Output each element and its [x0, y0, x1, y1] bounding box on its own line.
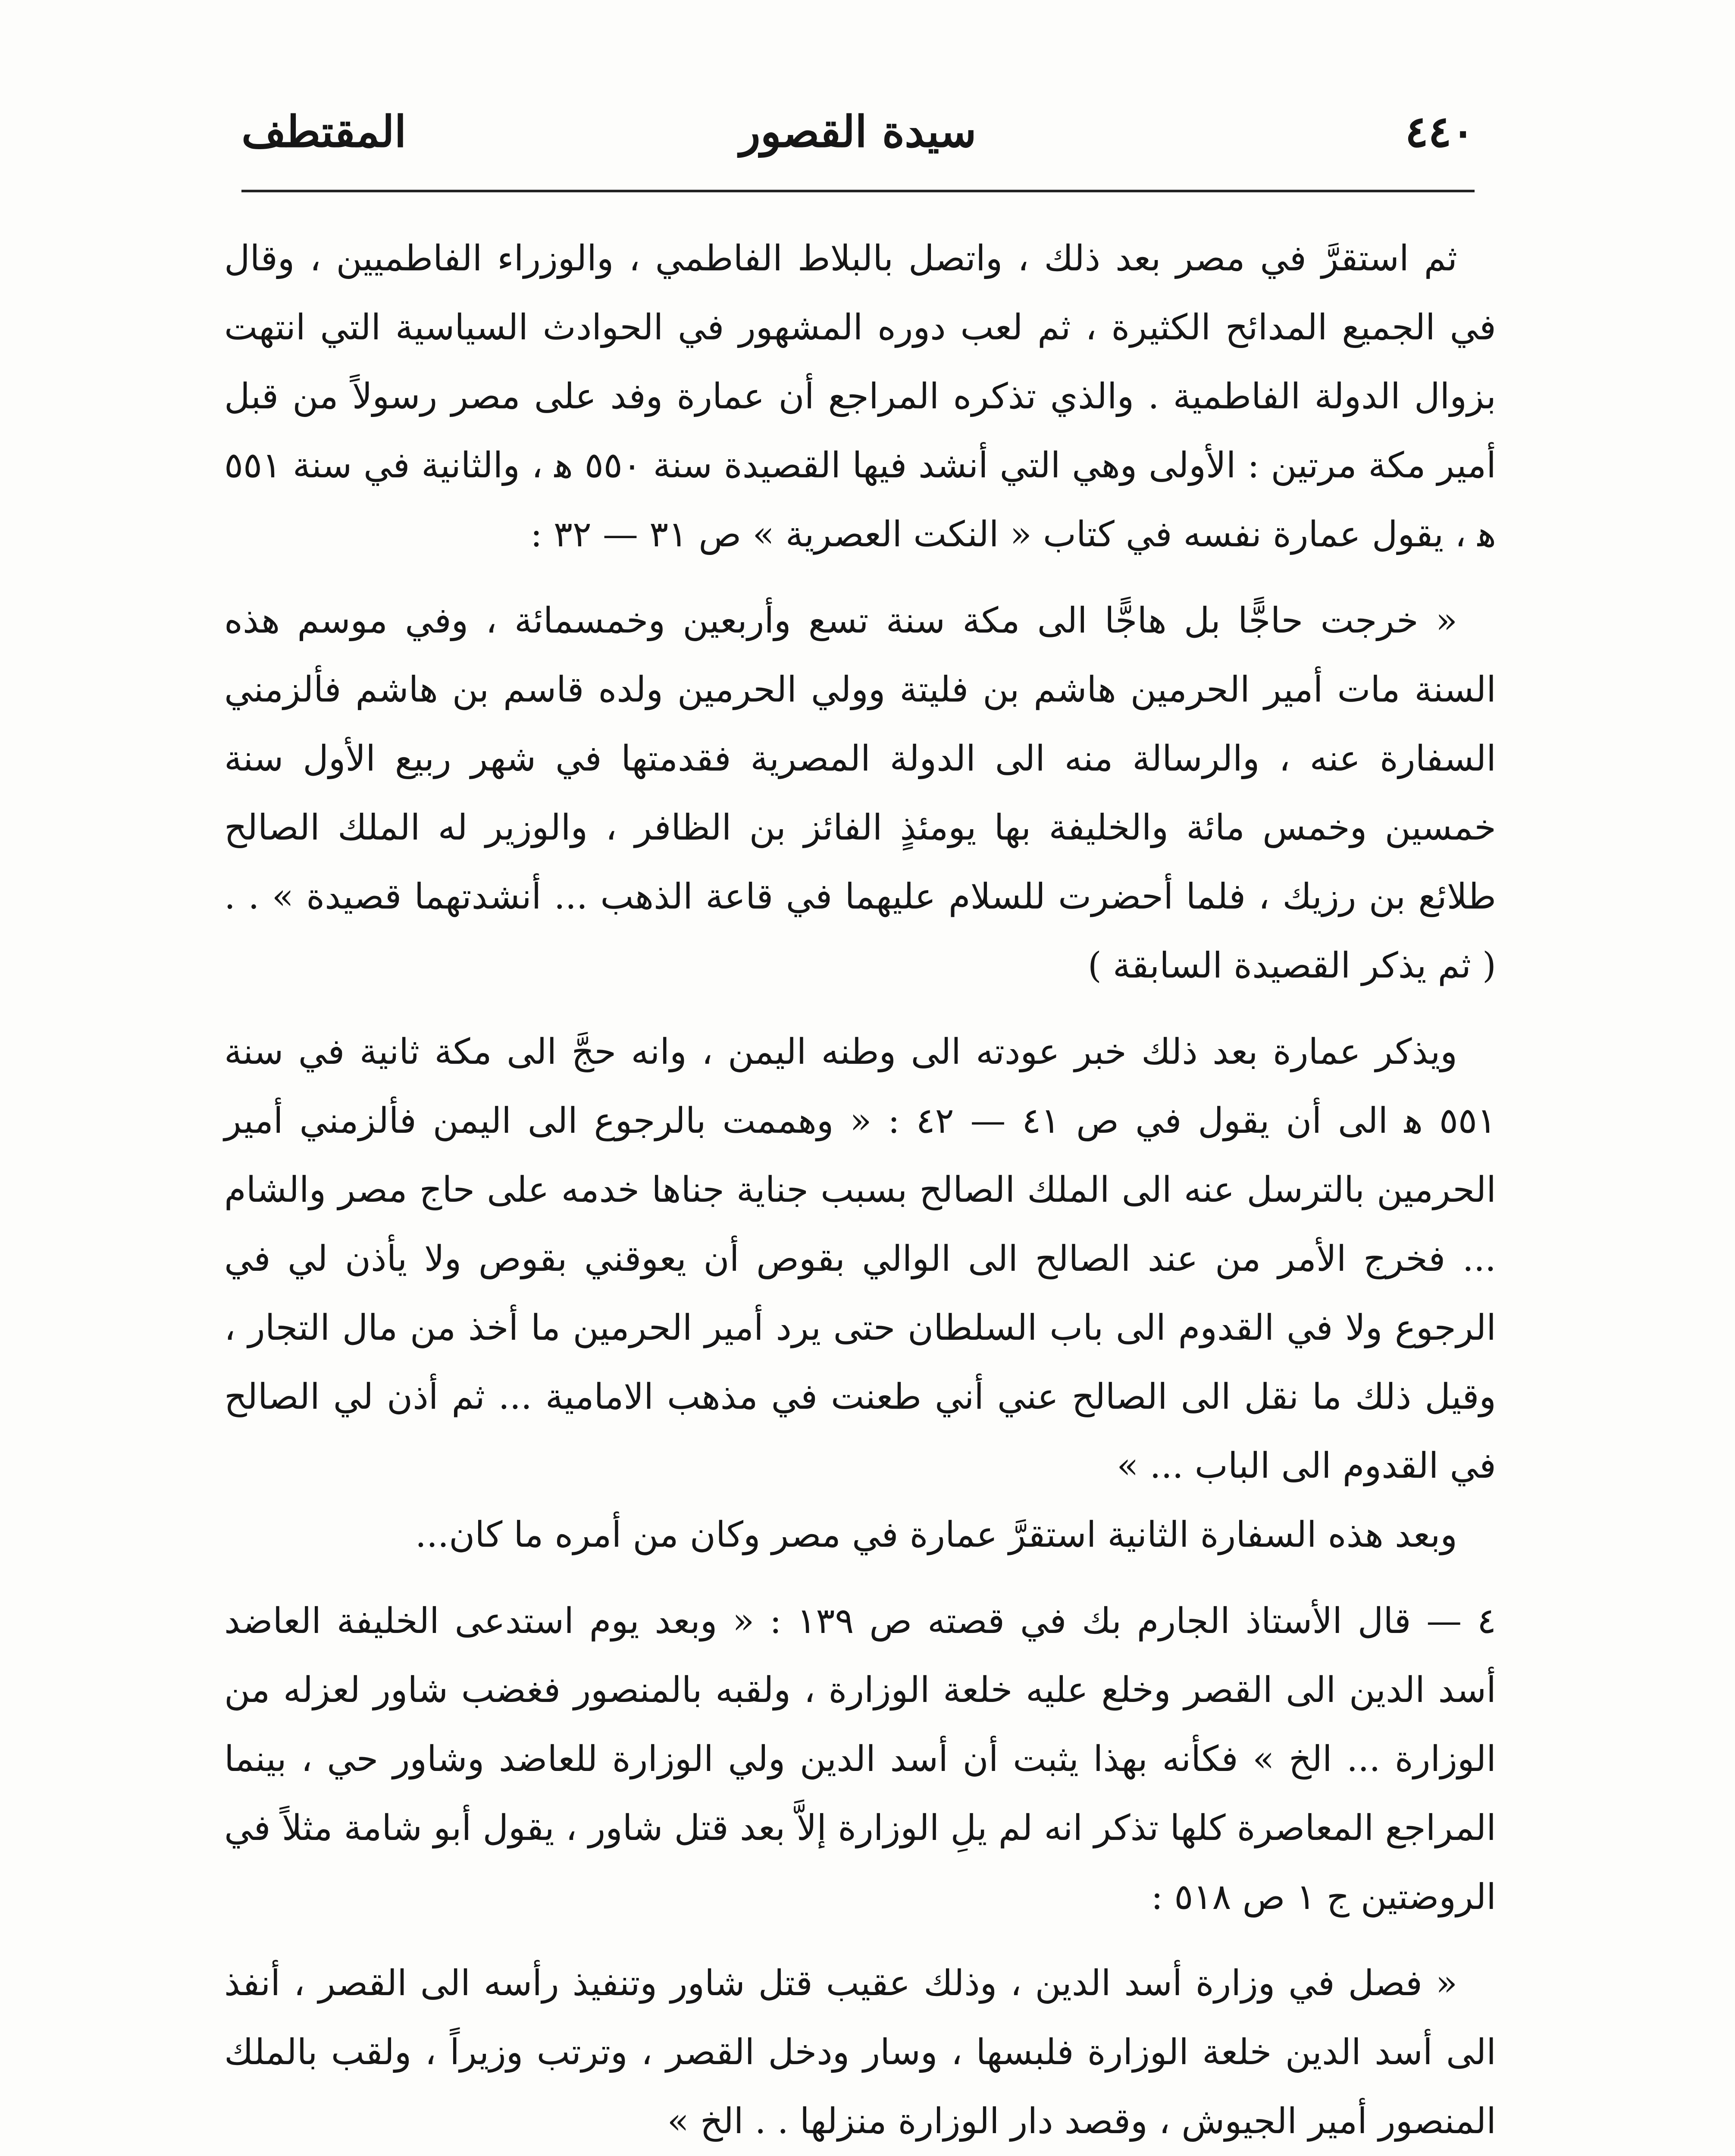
body-text [224, 224, 1496, 2156]
journal-name: المقتطف [241, 106, 407, 157]
running-title: سيدة القصور [739, 106, 977, 157]
page-header [241, 99, 1475, 164]
paragraph-continuation: ثم استقرَّ في مصر بعد ذلك ، واتصل بالبلاط الفاطمي ، والوزراء الفاطميين ، وقال في الجميع المدائح الكثيرة ، ثم لعب دوره المشهور في الحوادث السياسية التي انتهت بزوال الدولة الفاطمية . والذي تذكره المراجع أن عمارة وفد على مصر رسولاً من قبل أمير مكة مرتين : الأولى وهي التي أنشد فيها القصيدة سنة ٥٥٠ ﻫ ، والثانية في سنة ٥٥١ ﻫ ، يقول عمارة نفسه في كتاب « النكت العصرية » ص ٣١ — ٣٢ : [224, 238, 1496, 555]
paragraph: ويذكر عمارة بعد ذلك خبر عودته الى وطنه اليمن ، وانه حجَّ الى مكة ثانية في سنة ٥٥١ ﻫ الى أن يقول في ص ٤١ — ٤٢ : « وهممت بالرجوع الى اليمن فألزمني أمير الحرمين بالترسل عنه الى الملك الصالح بسبب جناية جناها خدمه على حاج مصر والشام ... فخرج الأمر من عند الصالح الى الوالي بقوص أن يعوقني بقوص ولا يأذن لي في الرجوع ولا في القدوم الى باب السلطان حتى يرد أمير الحرمين ما أخذ من مال التجار ، وقيل ذلك ما نقل الى الصالح عني أني طعنت في مذهب الامامية ... ثم أذن لي الصالح في القدوم الى الباب ... » [224, 1031, 1496, 1486]
paragraph: وبعد هذه السفارة الثانية استقرَّ عمارة في مصر وكان من أمره ما كان... [415, 1514, 1457, 1555]
page-number: ٤٤٠ [1405, 106, 1475, 157]
quotation-paragraph: « فصل في وزارة أسد الدين ، وذلك عقيب قتل شاور وتنفيذ رأسه الى القصر ، أنفذ الى أسد الدين خلعة الوزارة فلبسها ، وسار ودخل القصر ، وترتب وزيراً ، ولقب بالملك المنصور أمير الجيوش ، وقصد دار الوزارة منزلها . . الخ » [224, 1963, 1496, 2142]
numbered-paragraph-4: ٤ — قال الأستاذ الجارم بك في قصته ص ١٣٩ : « وبعد يوم استدعى الخليفة العاضد أسد الدين الى القصر وخلع عليه خلعة الوزارة ، ولقبه بالمنصور فغضب شاور لعزله من الوزارة ... الخ » فكأنه بهذا يثبت أن أسد الدين ولي الوزارة للعاضد وشاور حي ، بينما المراجع المعاصرة كلها تذكر انه لم يلِ الوزارة إلاَّ بعد قتل شاور ، يقول أبو شامة مثلاً في الروضتين ج ١ ص ٥١٨ : [224, 1601, 1497, 1918]
header-divider [241, 190, 1475, 192]
quotation-paragraph: « خرجت حاجًّا بل هاجًّا الى مكة سنة تسع وأربعين وخمسمائة ، وفي موسم هذه السنة مات أمير الحرمين هاشم بن فليتة وولي الحرمين ولده قاسم بن هاشم فألزمني السفارة عنه ، والرسالة منه الى الدولة المصرية فقدمتها في شهر ربيع الأول سنة خمسين وخمس مائة والخليفة بها يومئذٍ الفائز بن الظافر ، والوزير له الملك الصالح طلائع بن رزيك ، فلما أحضرت للسلام عليهما في قاعة الذهب ... أنشدتهما قصيدة » . . ( ثم يذكر القصيدة السابقة ) [224, 600, 1496, 986]
